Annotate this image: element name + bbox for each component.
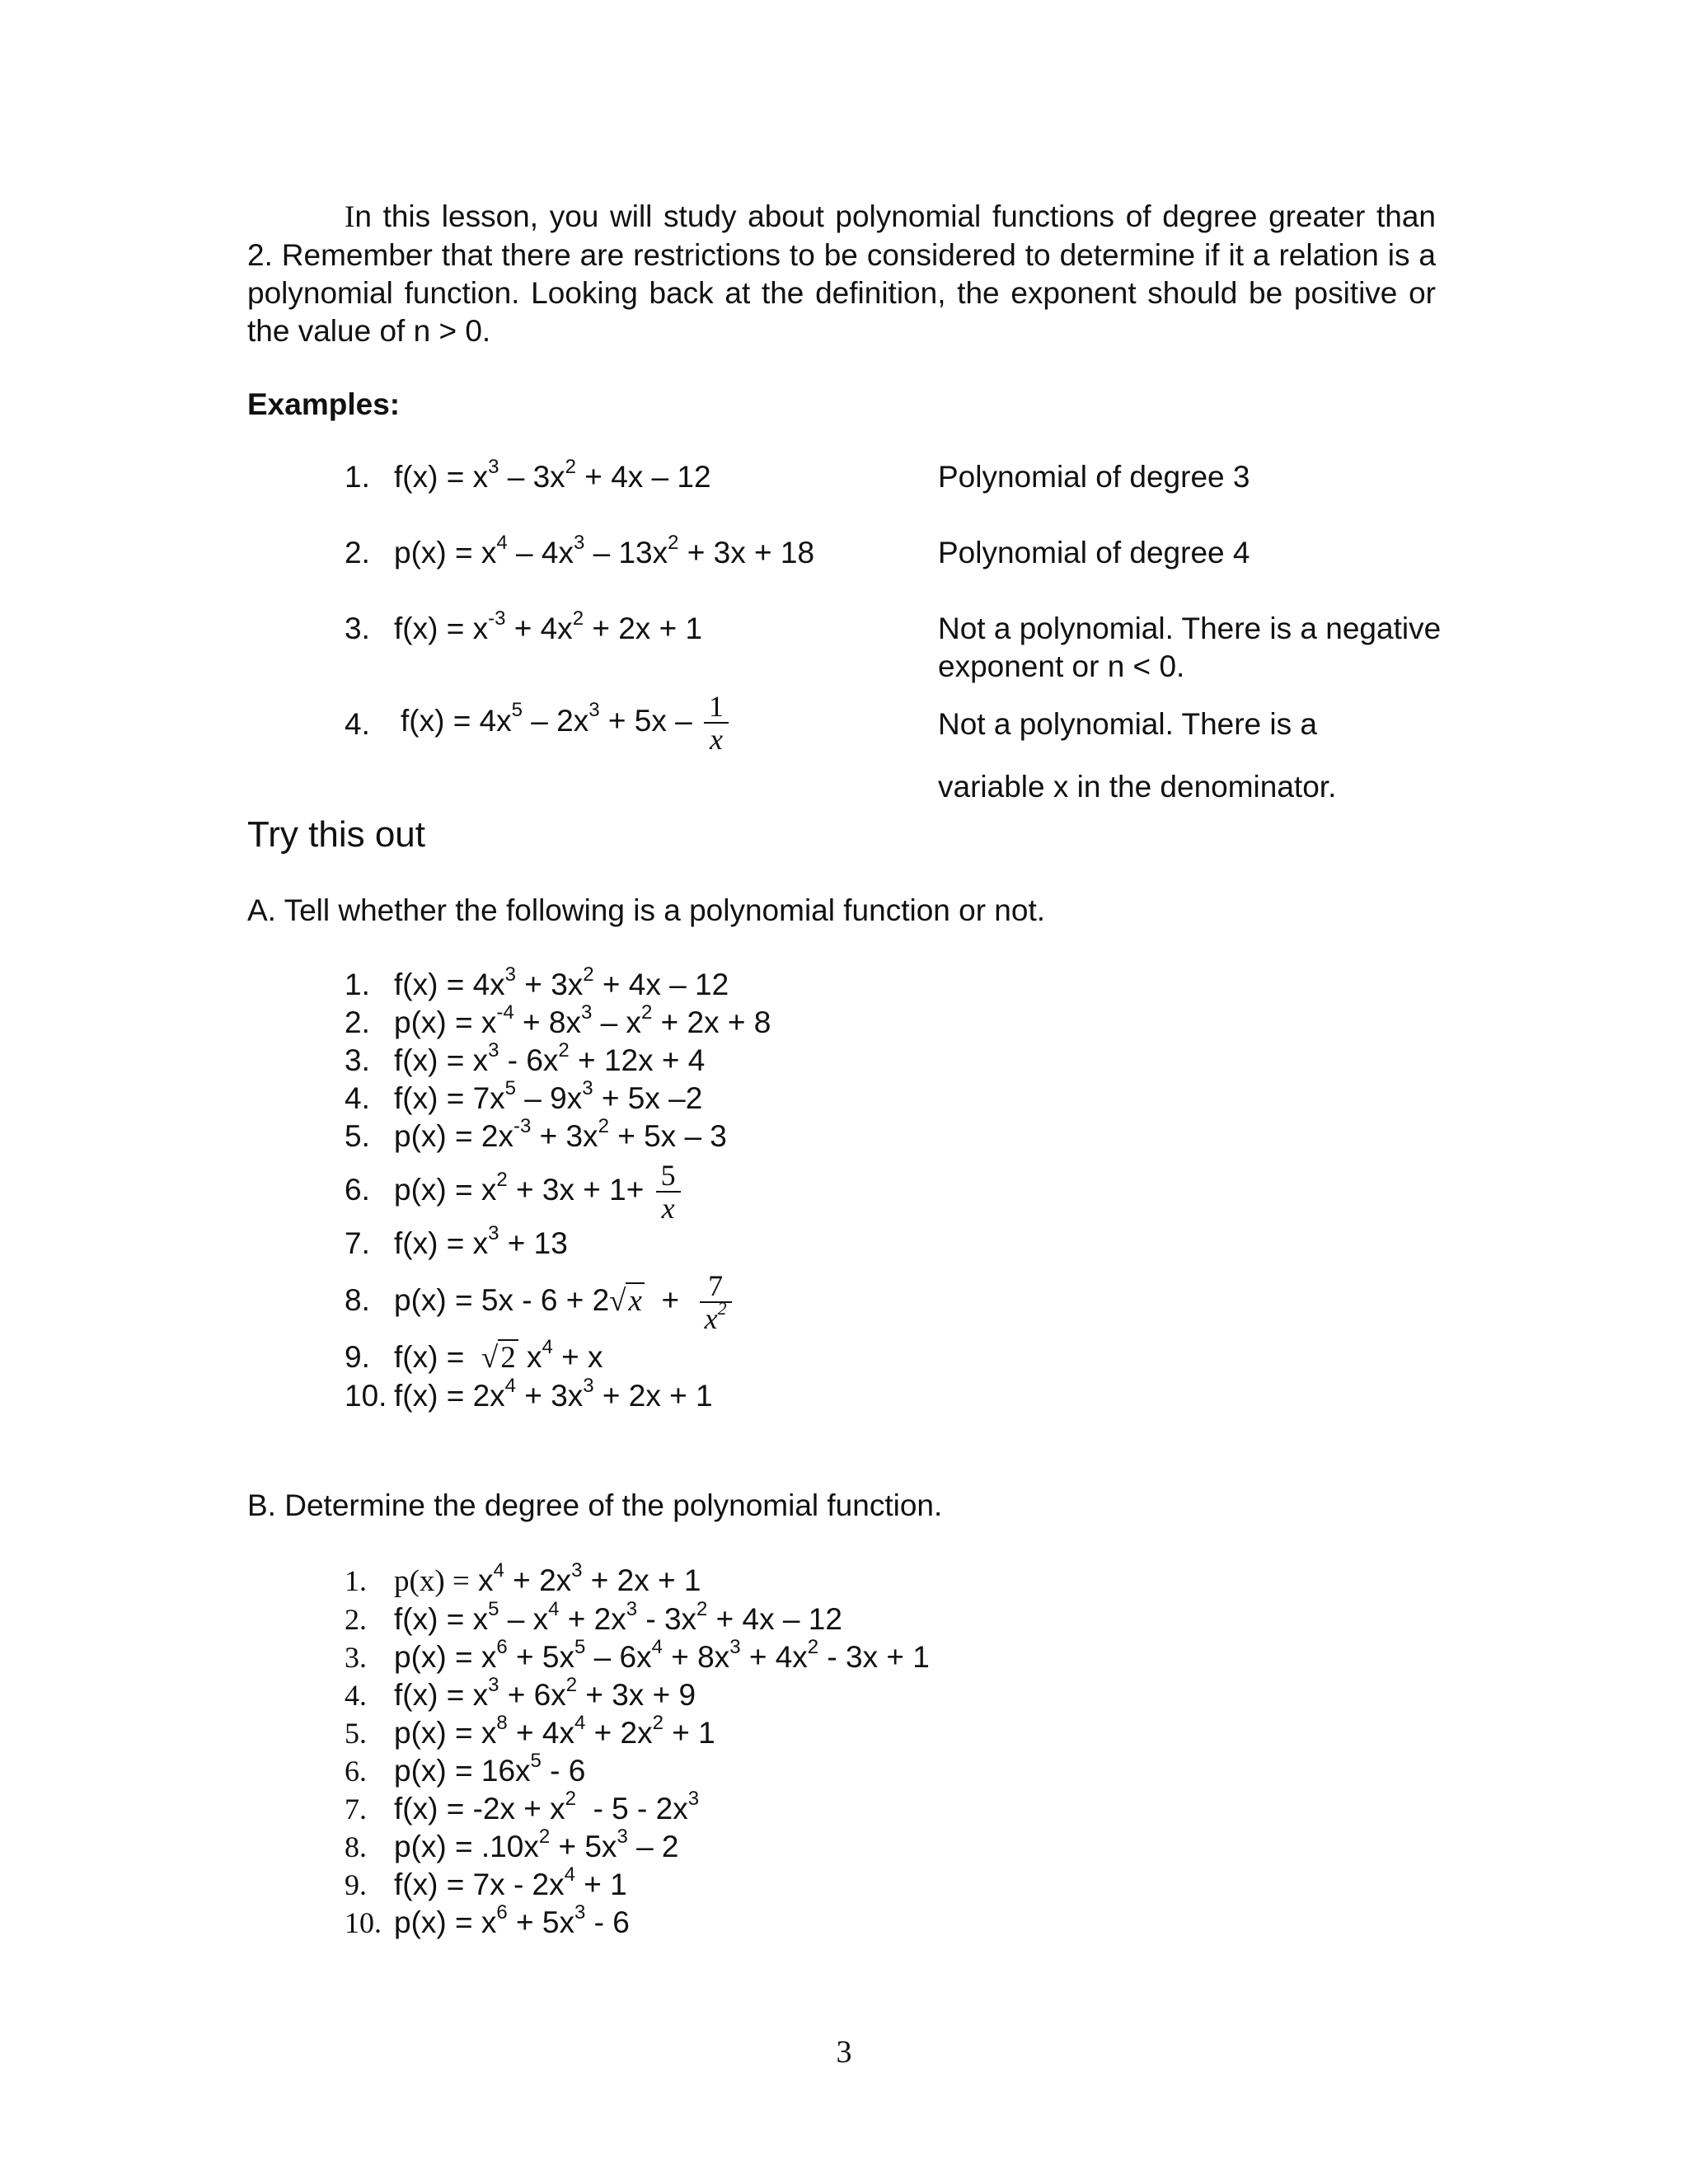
list-item: 3. $f(x) = x^3 - 6x^2 + 12x + 4$	[345, 1038, 706, 1077]
list-item: 10. $p(x) = x^6 + 5x^3 - 6$	[345, 1900, 630, 1939]
list-item: 8. $p(x) = .10x^2 + 5x^3 - 2$	[345, 1825, 679, 1863]
list-item: 6. $p(x) = 16x^5 - 6$	[345, 1749, 586, 1788]
example-2-number: 2.	[345, 536, 370, 569]
list-item: 9. $f(x) = 7x - 2x^4 + 1$	[345, 1863, 627, 1901]
list-item: 5. $p(x) = x^8 + 4x^4 + 2x^2 + 1$	[345, 1711, 715, 1750]
example-3-description: Not a polynomial. There is a negative exponent or n < 0.	[938, 612, 1442, 683]
example-4-description-line1: Not a polynomial. There is a	[938, 707, 1317, 741]
list-item: 10. $f(x) = 2x^4 + 3x^3 + 2x + 1$	[345, 1374, 713, 1413]
intro-text: n this lesson, you will study about polynomial functions of degree greater than 2. Remember that there are restrictions to be considered to determine if it a relation is a polynomial function. Looking back at the definition, the exponent should be positive or the value of n > 0.	[247, 199, 1436, 348]
list-item: 4. $f(x) = 7x^5 - 9x^3 + 5x$ –2	[345, 1076, 703, 1115]
list-item: 2. $p(x) = x^{-4} + 8x^3 - x^2 + 2x + 8$	[345, 1001, 771, 1039]
list-item: 6. $p(x) = x^2 + 3x + 1+$ $\frac{5}{x}$	[345, 1155, 771, 1225]
list-item: 7. $f(x) = x^3 + 13$	[345, 1221, 568, 1260]
example-4-description-line2: variable x in the denominator.	[938, 770, 1337, 804]
page-number: 3	[836, 2035, 852, 2069]
list-item: 1. $f(x) = 4x^3 + 3x^2 + 4x - 12$	[345, 963, 729, 1001]
example-2-expression: $p(x) = x^4 - 4x^3 - 13x^2 + 3x + 18$	[394, 531, 815, 569]
example-1-number: 1.	[345, 460, 370, 494]
list-item: 8. p(x) = 5x - 6 + 2√x + $\frac{7}{x^2}$	[345, 1263, 771, 1338]
example-4-number: 4.	[345, 707, 370, 741]
example-1-expression: $f(x) = x^3 - 3x^2 + 4x - 12$	[394, 455, 711, 494]
example-2-description: Polynomial of degree 4	[938, 536, 1250, 569]
example-1-description: Polynomial of degree 3	[938, 460, 1250, 494]
section-b-list	[345, 1558, 930, 1942]
example-3-number: 3.	[345, 612, 370, 645]
section-a-list	[345, 963, 771, 1415]
section-b-heading: B. Determine the degree of the polynomial function.	[247, 1488, 943, 1522]
list-item: 7. $f(x) = -2x + x^2 - 5 - 2x^3$	[345, 1787, 700, 1825]
section-a-heading: A. Tell whether the following is a polynomial function or not.	[247, 893, 1046, 927]
try-this-out-title: Try this out	[247, 814, 425, 855]
example-3-expression: $f(x) = x^{-3} + 4x^2 + 2x + 1$	[394, 607, 703, 645]
example-4-expression: $f(x) = 4x^5 - 2x^3 + 5x$ – $\frac{1}{x}$	[401, 691, 732, 755]
intro-paragraph	[247, 198, 1436, 350]
list-item: 2. $f(x) = x^5 - x^4 + 2x^3 - 3x^2 + 4x - 12$	[345, 1597, 842, 1636]
list-item: 5. $p(x) = 2x^{-3} + 3x^2 + 5x - 3$	[345, 1114, 727, 1153]
list-item: 9. f(x) = √2 $x^4 + x$	[345, 1335, 603, 1375]
list-item: 1. $p(x) = x^4 + 2x^3 + 2x + 1$	[345, 1558, 701, 1598]
examples-heading: Examples:	[247, 387, 401, 421]
list-item: 3. $p(x) = x^6 + 5x^5 - 6x^4 + 8x^3 + 4x^2 - 3x + 1$	[345, 1635, 930, 1674]
intro-first-letter: I	[345, 200, 355, 234]
list-item: 4. $f(x) = x^3 + 6x^2 + 3x + 9$	[345, 1673, 696, 1712]
example-4-fraction: $\frac{1}{x}$	[704, 691, 729, 755]
